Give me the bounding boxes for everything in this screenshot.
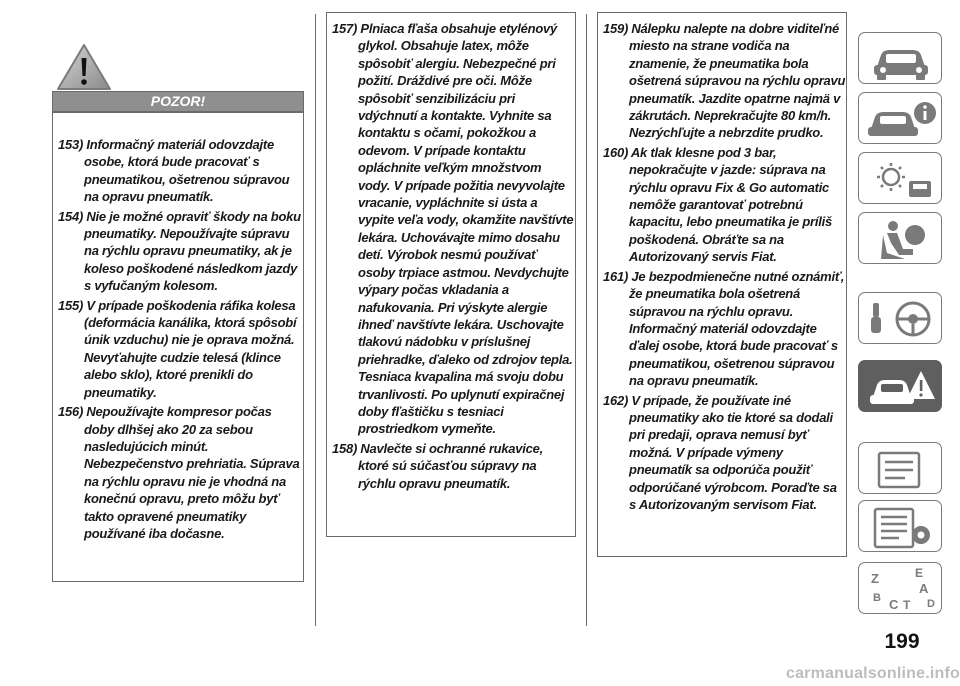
nav-tab-emergency[interactable] bbox=[858, 360, 942, 412]
nav-tab-steering-wheel[interactable] bbox=[858, 292, 942, 344]
note-number: 153) bbox=[58, 137, 84, 152]
note-text: Ak tlak klesne pod 3 bar, nepokračujte v jazde: súprava na rýchlu opravu Fix & Go automatic nemôže garantovať potrebnú kapacitu, lebo pneumatika je príliš poškodená. Obráťte sa na Autorizovaný servis Fiat. bbox=[629, 144, 832, 265]
note-number: 159) bbox=[603, 21, 629, 36]
index-letter: Z bbox=[871, 571, 879, 586]
nav-tab-car-info[interactable] bbox=[858, 92, 942, 144]
car-icon bbox=[859, 33, 943, 85]
note-item bbox=[603, 392, 847, 514]
technical-data-icon bbox=[859, 443, 943, 495]
note-text: Nálepku nalepte na dobre viditeľné miesto na strane vodiča na znamenie, že pneumatika bola ošetrená súpravou na rýchlu opravu pneumatík. Jazdite opatrne najmä v zákrutách. Neprekračujte 80 km/h. Nezrýchľujte a nebrzdite prudko. bbox=[629, 21, 846, 141]
nav-tab-technical-data[interactable] bbox=[858, 442, 942, 494]
watermark: carmanualsonline.info bbox=[785, 665, 960, 682]
note-item bbox=[58, 297, 302, 401]
note-item bbox=[332, 20, 576, 438]
note-number: 158) bbox=[332, 440, 358, 456]
note-number: 161) bbox=[603, 268, 629, 284]
note-item bbox=[58, 136, 302, 206]
index-letter: D bbox=[927, 598, 935, 610]
dashboard-lights-icon bbox=[859, 153, 943, 205]
note-text: Nie je možné opraviť škody na boku pneumatiky. Nepoužívajte súpravu na rýchlu opravu pneumatiky, ak je koleso poškodené následkom jazdy s vyfučaným kolesom. bbox=[84, 208, 301, 294]
note-item bbox=[58, 208, 302, 295]
index-letter: C bbox=[889, 597, 899, 612]
index-letter: T bbox=[903, 598, 911, 612]
note-number: 160) bbox=[603, 144, 629, 160]
column-divider bbox=[315, 14, 316, 626]
note-text: Informačný materiál odovzdajte osobe, ktorá bude pracovať s pneumatikou, ošetrenou súpravou na opravu pneumatík. bbox=[84, 137, 290, 205]
nav-tab-car[interactable] bbox=[858, 32, 942, 84]
note-number: 162) bbox=[603, 392, 629, 408]
nav-tab-dashboard-lights[interactable] bbox=[858, 152, 942, 204]
note-item bbox=[603, 20, 847, 142]
index-letter: E bbox=[915, 566, 924, 580]
notes-column-left bbox=[58, 136, 302, 544]
note-number: 157) bbox=[332, 21, 358, 36]
note-item bbox=[332, 440, 576, 492]
note-text: Navlečte si ochranné rukavice, ktoré sú súčasťou súpravy na rýchlu opravu pneumatík. bbox=[358, 440, 543, 491]
note-item bbox=[603, 268, 847, 390]
notes-column-middle bbox=[332, 20, 576, 494]
note-text: Nepoužívajte kompresor počas doby dlhšej ako 20 za sebou nasledujúcich minút. Nebezpečenstvo prehriatia. Súprava na rýchlu opravu nie je vhodná na konečnú opravu, preto môžu byť takto opravené pneumatiky používané iba dočasne. bbox=[84, 404, 300, 541]
alphabetical-index-icon bbox=[859, 563, 943, 615]
note-item bbox=[58, 403, 302, 542]
note-text: Plniaca fľaša obsahuje etylénový glykol. Obsahuje latex, môže spôsobiť alergiu. Nebezpečné pri požití. Dráždivé pre oči. Môže spôsobiť senzibilizáciu pri vdýchnutí a kontakte. Vyhnite sa kontaktu s očami, pokožkou a odevom. V prípade kontaktu opláchnite veľkým množstvom vody. V prípade požitia nevyvolajte vracanie, vypláchnite si ústa a vypite veľa vody, okamžite navštívte lekára. Uchovávajte mimo dosahu detí. Výrobok nesmú používať osoby trpiace astmou. Nevdychujte výpary počas vkladania a nafukovania. Pri výskyte alergie ihneď navštívte lekára. Uschovajte tlakovú nádobku v príslušnej priehradke, ďaleko od zdrojov tepla. Tesniaca kvapalina má svoju dobu trvanlivosti. Po uplynutí expiračnej doby fľaštičku s tesniaci prostriedkom vymeňte. bbox=[358, 21, 574, 437]
note-number: 156) bbox=[58, 404, 84, 420]
note-number: 155) bbox=[58, 297, 84, 313]
note-item bbox=[603, 144, 847, 266]
note-text: Je bezpodmienečne nutné oznámiť, že pneumatika bola ošetrená súpravou na rýchlu opravu. Informačný materiál odovzdajte ďalej osobe, ktorá bude pracovať s pneumatikou, ošetrenou súpravou na opravu pneumatík. bbox=[629, 268, 845, 389]
nav-tab-airbag-seat[interactable] bbox=[858, 212, 942, 264]
index-letter: B bbox=[873, 592, 881, 604]
nav-tab-maintenance[interactable] bbox=[858, 500, 942, 552]
warning-title: POZOR! bbox=[52, 91, 304, 112]
page-number: 199 bbox=[884, 630, 920, 653]
note-number: 154) bbox=[58, 208, 84, 224]
steering-wheel-icon bbox=[859, 293, 943, 345]
note-text: V prípade, že používate iné pneumatiky ako tie ktoré sa dodali pri predaji, oprava nemusí byť možná. V prípade výmeny pneumatík sa odporúča použiť odporúčané výrobcom. Poraďte sa s Autorizovaným servisom Fiat. bbox=[629, 392, 837, 512]
airbag-seat-icon bbox=[859, 213, 943, 265]
nav-tab-alphabetical-index[interactable] bbox=[858, 562, 942, 614]
index-letter: A bbox=[919, 581, 929, 596]
column-divider bbox=[586, 14, 587, 626]
notes-column-right bbox=[603, 20, 847, 515]
car-emergency-icon bbox=[859, 361, 943, 413]
note-text: V prípade poškodenia ráfika kolesa (deformácia kanálika, ktorá spôsobí únik vzduchu) nie je oprava možná. Nevyťahujte cudzie telesá (klince alebo sklo), ktoré prenikli do pneumatiky. bbox=[84, 297, 297, 400]
car-info-icon bbox=[859, 93, 943, 145]
warning-triangle-icon bbox=[55, 42, 113, 92]
maintenance-list-icon bbox=[859, 501, 943, 553]
